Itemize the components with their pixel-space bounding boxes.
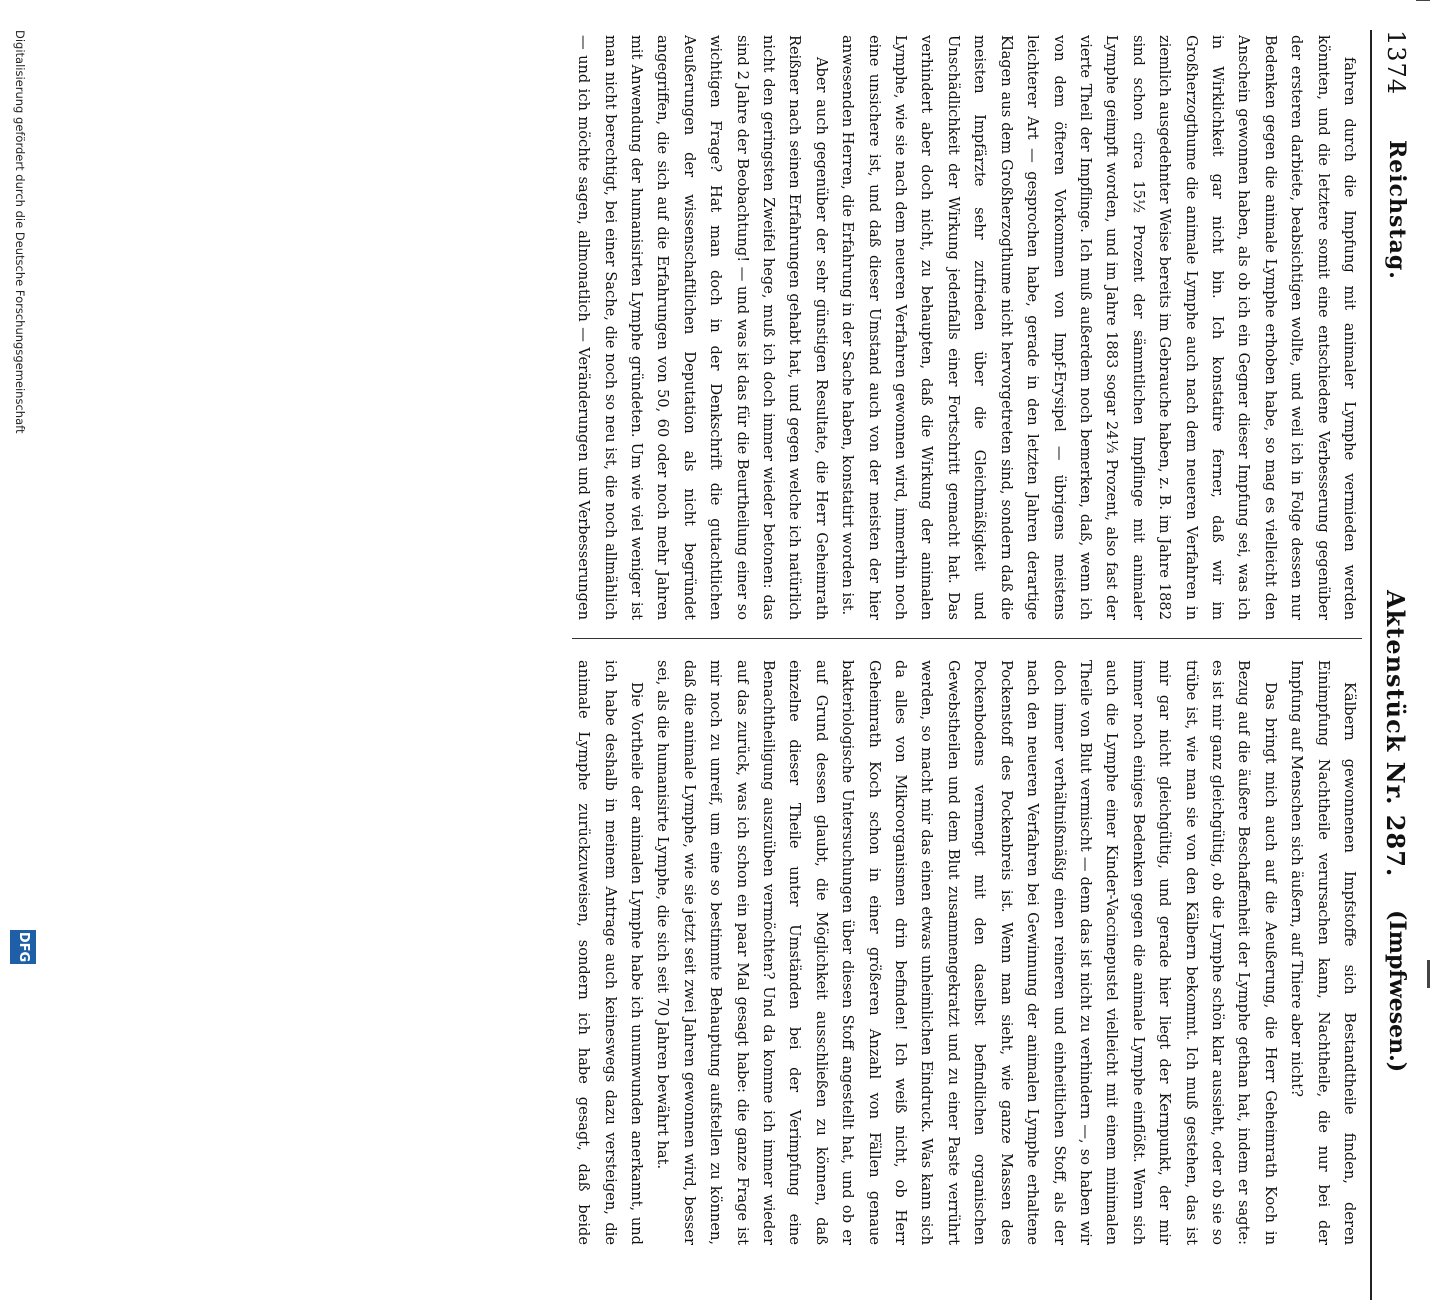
document-title: Aktenstück Nr. 287.: [1381, 590, 1410, 878]
header-rule: [1370, 30, 1372, 1300]
paragraph: Kälbern gewonnenen Impfstoffe sich Bestandtheile finden, deren Einimpfung Nachtheile verursachen kann, Nachtheile, die nur bei der Impfung auf Menschen sich äußern, auf Thiere aber nicht?: [1288, 660, 1358, 1245]
paragraph: Die Vortheile der animalen Lymphe habe ich unumwunden anerkannt, und ich habe deshalb in meinem Antrage auch keineswegs dazu versteigen, die animale Lymphe zurückzuweisen, sondern ich habe gesagt, daß beide: [575, 660, 646, 1245]
digitization-credit: Digitalisierung gefördert durch die Deutsche Forschungsgemeinschaft: [13, 30, 27, 434]
scan-edge-mark: [1416, 0, 1430, 1]
text-column-right: [572, 660, 1362, 1245]
dfg-logo: DFG: [10, 930, 36, 964]
running-title-right: (Impfwesen.): [1384, 910, 1410, 1073]
paragraph: fahren durch die Impfung mit animaler Lymphe vermieden werden könnten, und die letztere somit eine entschiedene Verbesserung gegenüber der ersteren darbiete, beabsichtigen wollte, und weil ich in Folge dessen nur Bedenken gegen die animale Lymphe erhoben habe, so mag es vielleicht den Anschein gewonnen haben, als ob ich ein Gegner dieser Impfung sei, was ich in Wirklichkeit gar nicht bin. Ich konstatire ferner, daß wir im Großherzogthume die animale Lymphe auch nach dem neueren Verfahren in ziemlich ausgedehnter Weise bereits im Gebrauche haben, z. B. im Jahre 1882 sind schon circa 15½ Prozent der sämmtlichen Impflinge mit animaler Lymphe geimpft worden, und im Jahre 1883 sogar 24⅓ Prozent, also fast der vierte Theil der Impflinge. Ich muß außerdem noch bemerken, daß, wenn ich von dem öfteren Vorkommen von Impf-Erysipel — übrigens meistens leichterer Art — gesprochen habe, gerade in den letzten Jahren derartige Klagen aus dem Großherzogthume nicht hervorgetreten sind, sondern daß die meisten Impfärzte sehr zufrieden über die Gleichmäßigkeit und Unschädlichkeit der Wirkung jedenfalls einer Fortschritt gemacht hat. Das verhindert aber doch nicht, zu behaupten, daß die Wirkung der animalen Lymphe, wie sie nach dem neueren Verfahren gewonnen wird, immerhin noch eine unsichere ist, und daß dieser Umstand auch von der meisten der hier anwesenden Herren, die Erfahrung in der Sache haben, konstatirt worden ist.: [839, 35, 1358, 620]
paragraph: Das bringt mich auch auf die Aeußerung, die Herr Geheimrath Koch in Bezug auf die äußere Beschaffenheit der Lymphe gethan hat, indem er sagte: es ist mir ganz gleichgültig, ob die Lymphe schön klar aussieht, oder ob sie so trübe ist, wie man sie von den Kälbern bekommt. Ich muß gestehen, das ist mir gar nicht gleichgültig, und gerade hier liegt der Kernpunkt, der mir immer noch einiges Bedenken gegen die animale Lymphe einflößt. Wenn sich auch die Lymphe einer Kinder-Vaccinepustel vielleicht mit einem minimalen Theile von Blut vermischt — denn das ist nicht zu verhindern —, so haben wir doch immer verhältnißmäßig einen reineren und einheitlichen Stoff, als der nach den neueren Verfahren bei Gewinnung der animalen Lymphe erhaltene Pockenstoff des Pockenbreis ist. Wenn man sieht, wie ganze Massen des Pockenbodens vermengt mit den daselbst befindlichen organischen Gewebstheilen und dem Blut zusammengekratzt und zu einer Paste verrührt werden, so macht mir das einen etwas unheimlichen Eindruck. Was kann sich da alles von Mikroorganismen drin befinden! Ich weiß nicht, ob Herr Geheimrath Koch schon in einer größeren Anzahl von Fällen genaue bakteriologische Untersuchungen über diesen Stoff angestellt hat, und ob er auf Grund dessen glaubt, die Möglichkeit ausschließen zu können, daß einzelne dieser Theile unter Umständen bei der Verimpfung eine Benachtheiligung auszuüben vermöchten? Und da komme ich immer wieder auf das zurück, was ich schon ein paar Mal gesagt habe: die ganze Frage ist mir noch zu unreif, um eine so bestimmte Behauptung aufstellen zu können, daß die animale Lymphe, wie sie jetzt seit zwei Jahren gewonnen wird, besser sei, als die humanisirte Lymphe, die sich seit 70 Jahren bewährt hat.: [654, 660, 1279, 1245]
running-title-left: Reichstag.: [1384, 140, 1410, 280]
text-column-left: [572, 35, 1362, 620]
page-number: 1374: [1382, 30, 1410, 96]
paragraph: Aber auch gegenüber der sehr günstigen Resultate, die Herr Geheimrath Reißner nach seinen Erfahrungen gehabt hat, und gegen welche ich natürlich nicht den geringsten Zweifel hege, muß ich doch immer wieder betonen: das sind 2 Jahre der Beobachtung! — und was ist das für die Beurtheilung einer so wichtigen Frage? Hat man doch in der Denkschrift die gutachtlichen Aeußerungen der wissenschaftlichen Deputation als nicht begründet angegriffen, die sich auf die Erfahrungen von 50, 60 oder noch mehr Jahren mit Anwendung der humanisirten Lymphe gründeten. Um wie viel weniger ist man nicht berechtigt, bei einer Sache, die noch so neu ist, die noch allmählich — und ich möchte sagen, allmonatlich — Veränderungen und Verbesserungen: [575, 35, 830, 620]
scan-edge-mark: [1427, 960, 1430, 988]
column-divider: [572, 638, 1362, 639]
page-header: [1378, 30, 1414, 1073]
